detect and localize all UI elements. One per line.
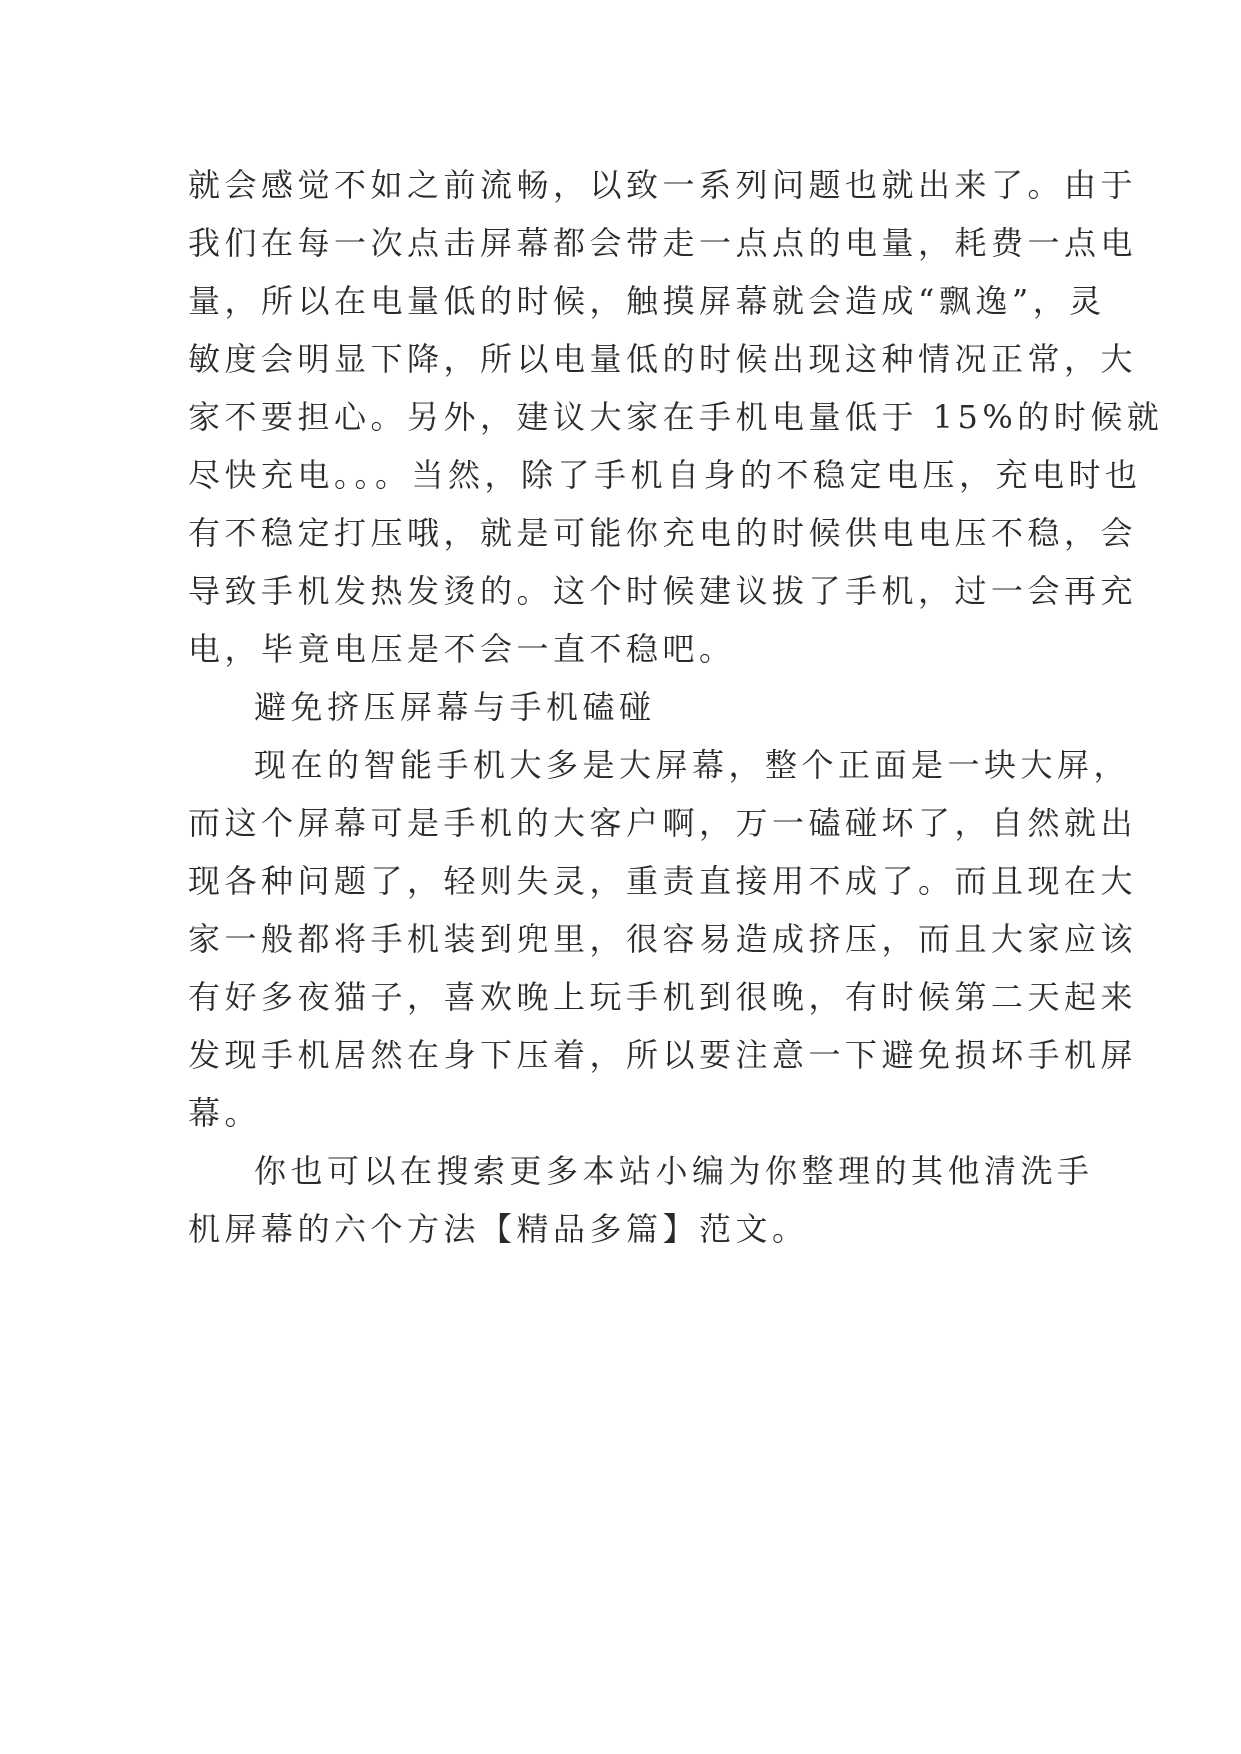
heading-text: 避免挤压屏幕与手机磕碰 — [254, 688, 656, 726]
document-body — [188, 156, 1164, 1258]
paragraph-charging-voltage — [188, 156, 1164, 678]
text-line: 幕。 — [188, 1094, 262, 1132]
text-line: 尽快充电。。。当然，除了手机自身的不稳定电压，充电时也 — [188, 456, 1142, 494]
text-line: 现各种问题了，轻则失灵，重责直接用不成了。而且现在大 — [188, 862, 1138, 900]
text-line: 机屏幕的六个方法【精品多篇】范文。 — [188, 1210, 809, 1248]
text-line: 发现手机居然在身下压着，所以要注意一下避免损坏手机屏 — [188, 1036, 1138, 1074]
text-line: 现在的智能手机大多是大屏幕，整个正面是一块大屏， — [254, 746, 1131, 784]
text-line: 有好多夜猫子，喜欢晚上玩手机到很晚，有时候第二天起来 — [188, 978, 1138, 1016]
text-line: 你也可以在搜索更多本站小编为你整理的其他清洗手 — [254, 1152, 1094, 1190]
text-line: 家一般都将手机装到兜里，很容易造成挤压，而且大家应该 — [188, 920, 1138, 958]
text-line: 我们在每一次点击屏幕都会带走一点点的电量，耗费一点电 — [188, 224, 1138, 262]
text-line: 导致手机发热发烫的。这个时候建议拔了手机，过一会再充 — [188, 572, 1138, 610]
text-line: 敏度会明显下降，所以电量低的时候出现这种情况正常，大 — [188, 340, 1138, 378]
text-line: 量，所以在电量低的时候，触摸屏幕就会造成“飘逸”，灵 — [188, 282, 1106, 320]
text-line: 电，毕竟电压是不会一直不稳吧。 — [188, 630, 736, 668]
paragraph-closing-note — [188, 1142, 1094, 1258]
text-line: 家不要担心。另外，建议大家在手机电量低于 15%的时候就 — [188, 398, 1164, 436]
section-heading — [188, 678, 1068, 736]
text-line: 就会感觉不如之前流畅，以致一系列问题也就出来了。由于 — [188, 166, 1138, 204]
text-line: 有不稳定打压哦，就是可能你充电的时候供电电压不稳，会 — [188, 514, 1138, 552]
text-line: 而这个屏幕可是手机的大客户啊，万一磕碰坏了，自然就出 — [188, 804, 1138, 842]
paragraph-screen-protection — [188, 736, 1138, 1142]
